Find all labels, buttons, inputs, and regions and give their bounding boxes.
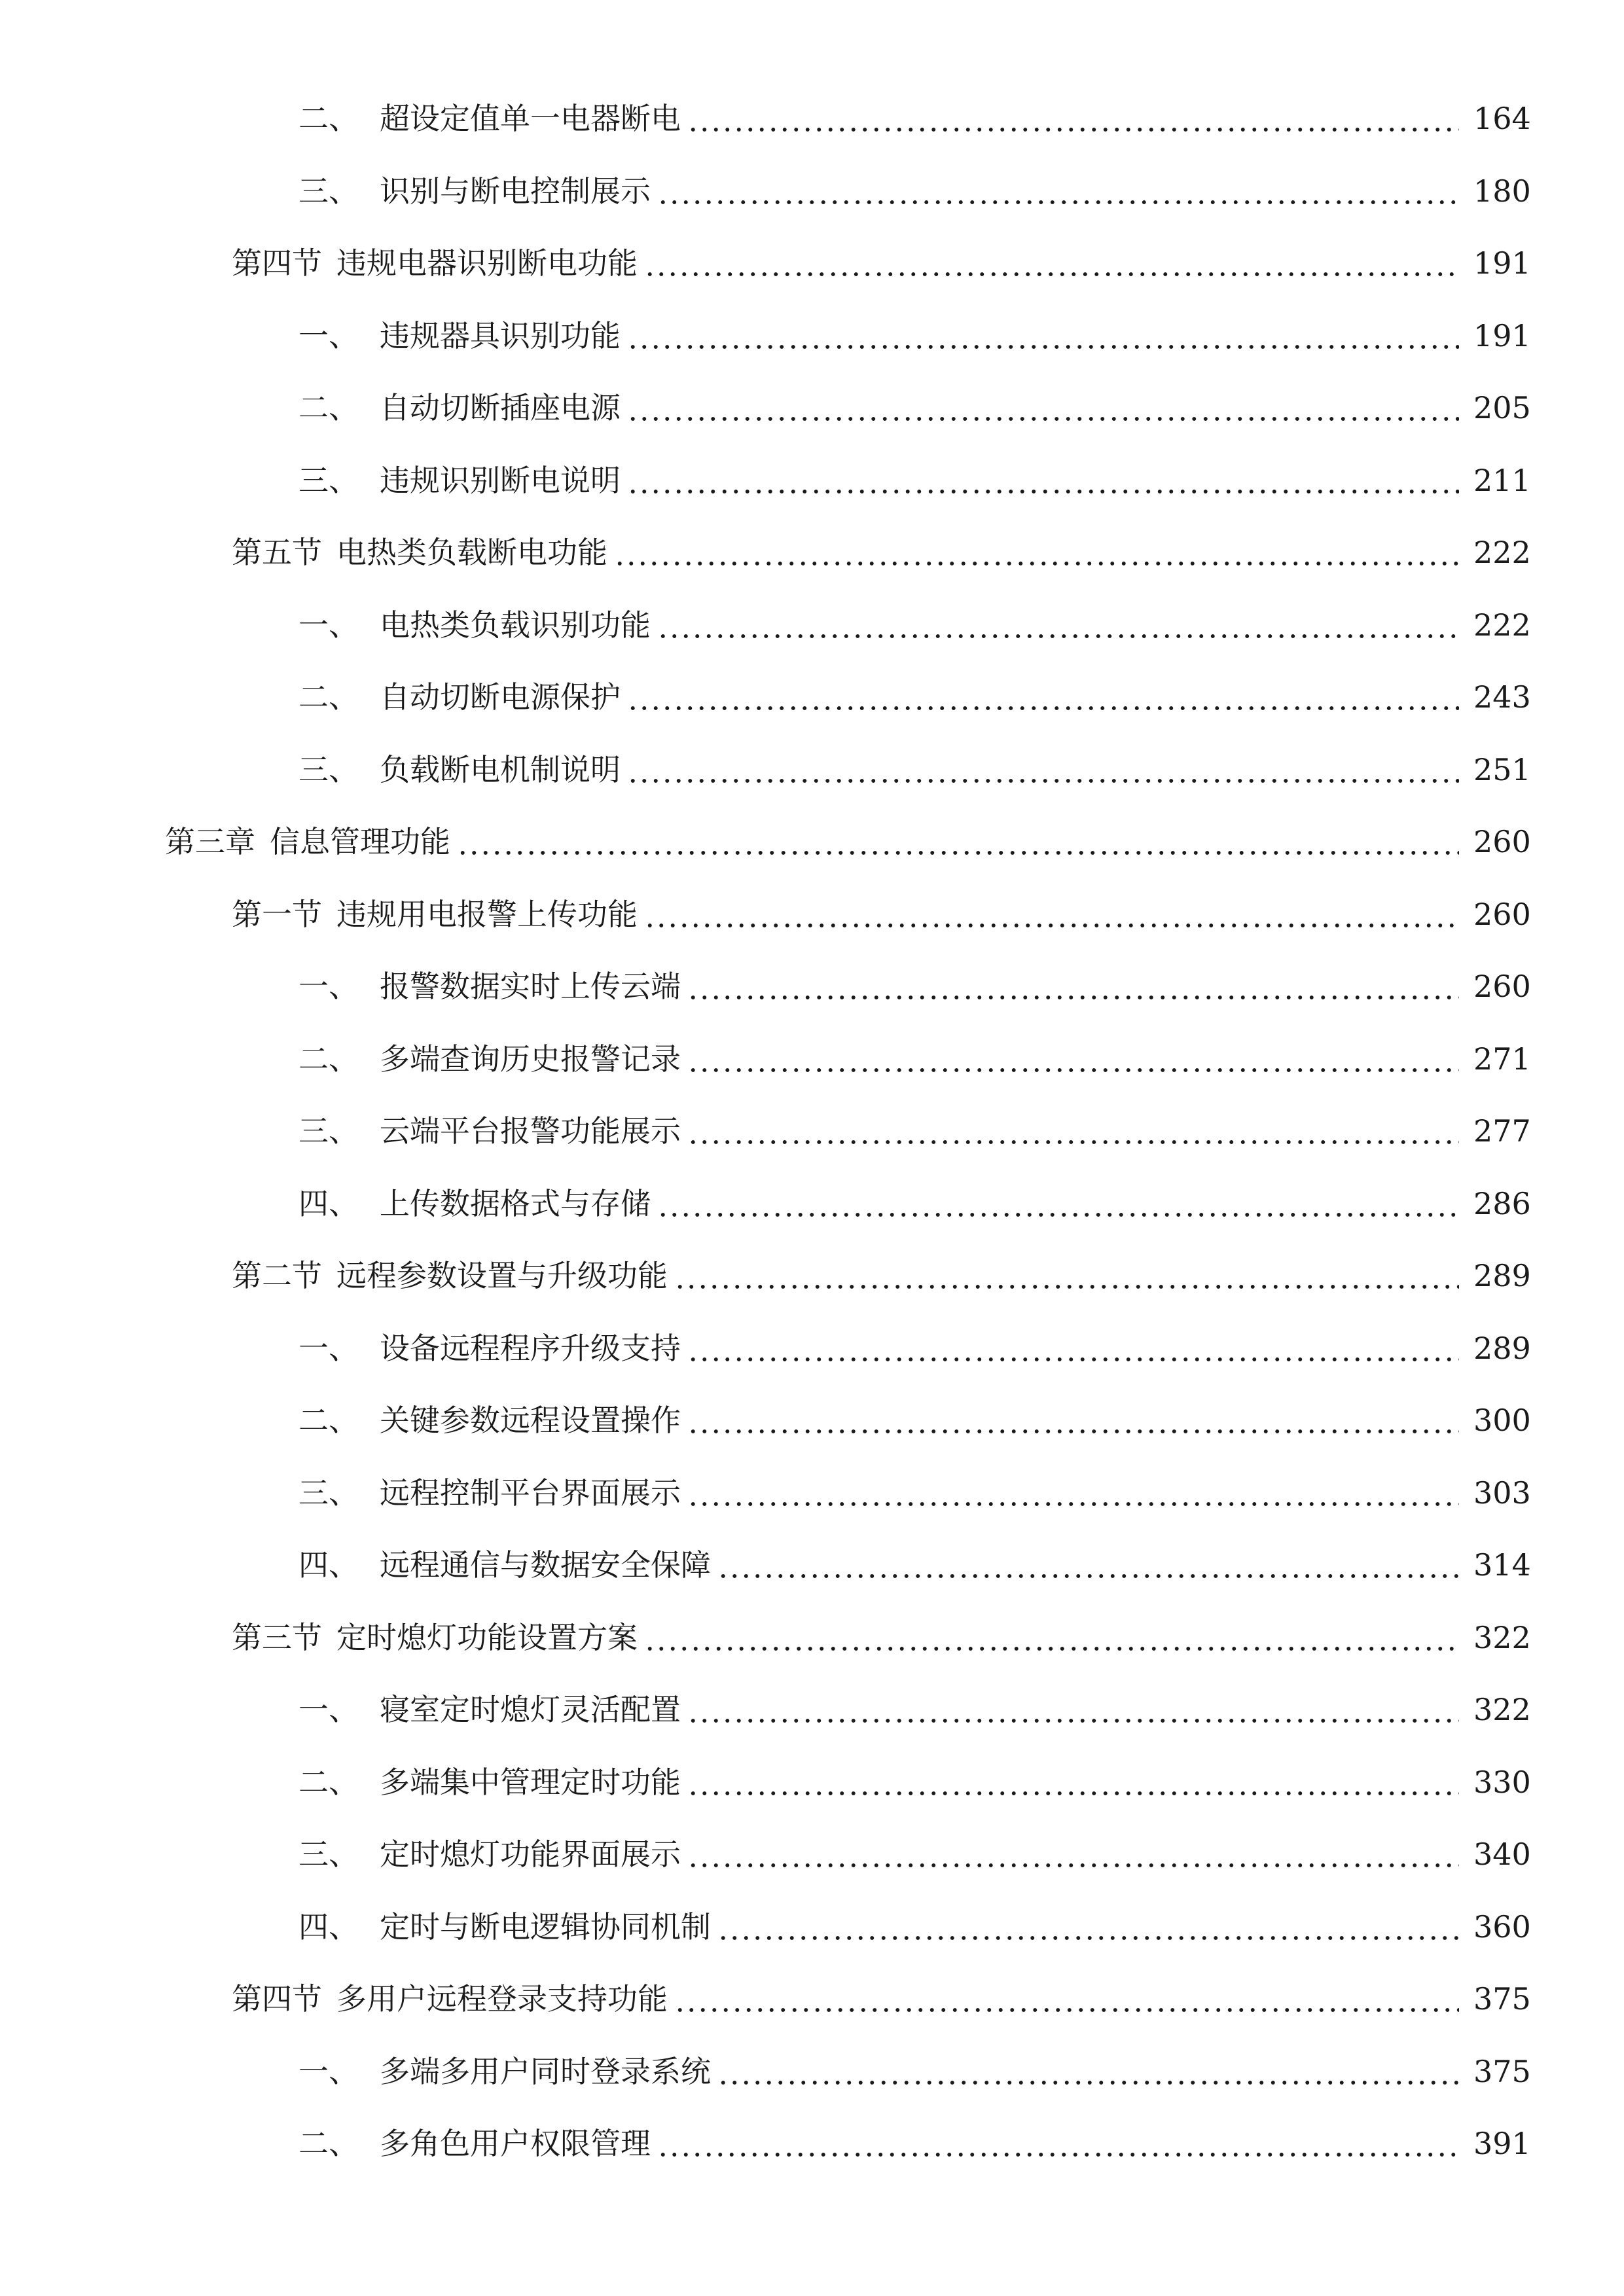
entry-number: 一、 [298,1330,359,1366]
dot-leader [627,321,1459,351]
entry-page-number: 289 [1473,1330,1531,1366]
dot-leader [687,1333,1459,1363]
toc-entry[interactable] [0,1095,1624,1168]
entry-number: 第四节 [232,1981,322,2017]
entry-title: 违规识别断电说明 [380,462,621,498]
entry-page-number: 375 [1473,2053,1531,2089]
entry-title: 报警数据实时上传云端 [380,969,681,1005]
entry-title: 多角色用户权限管理 [380,2126,651,2162]
toc-entry[interactable] [0,589,1624,662]
entry-page-number: 260 [1473,969,1531,1005]
dot-leader [657,1189,1459,1219]
entry-number: 二、 [298,390,359,426]
dot-leader [644,248,1459,278]
dot-leader [657,176,1459,206]
entry-title: 多端查询历史报警记录 [380,1041,681,1077]
dot-leader [687,971,1459,1001]
dot-leader [614,537,1459,567]
dot-leader [644,1623,1459,1653]
entry-title: 定时熄灯功能界面展示 [380,1837,681,1873]
dot-leader [627,465,1459,495]
toc-entry[interactable] [0,950,1624,1023]
entry-page-number: 191 [1473,245,1531,281]
entry-number: 一、 [298,2053,359,2089]
entry-number: 一、 [298,1692,359,1728]
entry-title: 上传数据格式与存储 [380,1185,651,1221]
table-of-contents [0,82,1624,2180]
dot-leader [627,393,1459,423]
entry-title: 违规电器识别断电功能 [336,245,638,281]
dot-leader [687,1695,1459,1725]
dot-leader [687,1044,1459,1074]
dot-leader [657,610,1459,640]
entry-page-number: 222 [1473,607,1531,643]
toc-entry[interactable] [0,516,1624,589]
toc-entry[interactable] [0,444,1624,517]
entry-page-number: 314 [1473,1547,1531,1583]
dot-leader [687,103,1459,134]
entry-page-number: 260 [1473,896,1531,932]
dot-leader [717,2056,1459,2087]
entry-number: 第五节 [232,535,322,571]
dot-leader [687,1405,1459,1435]
entry-number: 三、 [298,1837,359,1873]
dot-leader [457,827,1459,857]
entry-title: 识别与断电控制展示 [380,173,651,209]
entry-title: 超设定值单一电器断电 [380,101,681,137]
entry-page-number: 330 [1473,1764,1531,1800]
entry-page-number: 286 [1473,1185,1531,1221]
toc-entry[interactable] [0,372,1624,444]
entry-number: 三、 [298,462,359,498]
toc-entry[interactable] [0,1457,1624,1530]
dot-leader [687,1839,1459,1869]
entry-number: 二、 [298,1764,359,1800]
entry-page-number: 289 [1473,1258,1531,1294]
toc-entry[interactable] [0,2108,1624,2180]
entry-page-number: 164 [1473,101,1531,137]
entry-title: 负载断电机制说明 [380,751,621,787]
entry-page-number: 222 [1473,535,1531,571]
toc-entry[interactable] [0,1529,1624,1602]
entry-title: 多用户远程登录支持功能 [336,1981,668,2017]
entry-page-number: 205 [1473,390,1531,426]
entry-title: 自动切断插座电源 [380,390,621,426]
entry-page-number: 191 [1473,317,1531,353]
entry-number: 三、 [298,1475,359,1511]
entry-number: 第二节 [232,1258,322,1294]
entry-number: 三、 [298,751,359,787]
entry-title: 关键参数远程设置操作 [380,1403,681,1439]
toc-entry[interactable] [0,1240,1624,1312]
toc-entry[interactable] [0,227,1624,300]
toc-entry[interactable] [0,300,1624,372]
entry-page-number: 211 [1473,462,1531,498]
toc-entry[interactable] [0,1384,1624,1457]
toc-entry[interactable] [0,1963,1624,2036]
toc-entry[interactable] [0,1674,1624,1746]
toc-entry[interactable] [0,734,1624,806]
entry-title: 信息管理功能 [270,824,450,860]
entry-number: 第三章 [165,824,255,860]
dot-leader [717,1550,1459,1580]
entry-title: 设备远程程序升级支持 [380,1330,681,1366]
entry-number: 第一节 [232,896,322,932]
entry-page-number: 180 [1473,173,1531,209]
entry-title: 多端集中管理定时功能 [380,1764,681,1800]
entry-title: 违规用电报警上传功能 [336,896,638,932]
entry-page-number: 340 [1473,1837,1531,1873]
entry-title: 寝室定时熄灯灵活配置 [380,1692,681,1728]
entry-number: 四、 [298,1547,359,1583]
entry-number: 二、 [298,679,359,715]
entry-number: 二、 [298,2126,359,2162]
entry-number: 第三节 [232,1619,322,1655]
entry-page-number: 375 [1473,1981,1531,2017]
entry-number: 三、 [298,173,359,209]
entry-number: 一、 [298,969,359,1005]
entry-number: 三、 [298,1113,359,1149]
entry-page-number: 277 [1473,1113,1531,1149]
entry-page-number: 251 [1473,751,1531,787]
toc-entry[interactable] [0,82,1624,155]
dot-leader [644,899,1459,929]
toc-entry[interactable] [0,806,1624,878]
entry-page-number: 260 [1473,824,1531,860]
entry-page-number: 322 [1473,1619,1531,1655]
dot-leader [674,1984,1459,2014]
entry-page-number: 243 [1473,679,1531,715]
toc-entry[interactable] [0,1818,1624,1891]
entry-number: 一、 [298,317,359,353]
dot-leader [627,682,1459,712]
dot-leader [674,1261,1459,1291]
toc-entry[interactable] [0,878,1624,951]
toc-entry[interactable] [0,1891,1624,1964]
dot-leader [657,2128,1459,2159]
entry-page-number: 360 [1473,1909,1531,1945]
entry-number: 二、 [298,1403,359,1439]
entry-number: 一、 [298,607,359,643]
entry-number: 第四节 [232,245,322,281]
entry-page-number: 322 [1473,1692,1531,1728]
entry-title: 违规器具识别功能 [380,317,621,353]
dot-leader [687,1478,1459,1508]
entry-title: 远程通信与数据安全保障 [380,1547,711,1583]
entry-title: 自动切断电源保护 [380,679,621,715]
entry-title: 定时熄灯功能设置方案 [336,1619,638,1655]
dot-leader [687,1767,1459,1797]
toc-entry[interactable] [0,661,1624,734]
entry-page-number: 300 [1473,1403,1531,1439]
entry-title: 电热类负载断电功能 [336,535,607,571]
toc-entry[interactable] [0,1312,1624,1385]
entry-number: 二、 [298,1041,359,1077]
toc-entry[interactable] [0,1023,1624,1096]
entry-number: 四、 [298,1185,359,1221]
toc-entry[interactable] [0,155,1624,228]
entry-page-number: 303 [1473,1475,1531,1511]
dot-leader [627,755,1459,785]
entry-number: 二、 [298,101,359,137]
entry-page-number: 391 [1473,2126,1531,2162]
entry-title: 云端平台报警功能展示 [380,1113,681,1149]
toc-entry[interactable] [0,1746,1624,1819]
toc-entry[interactable] [0,1602,1624,1674]
entry-title: 多端多用户同时登录系统 [380,2053,711,2089]
entry-number: 四、 [298,1909,359,1945]
dot-leader [717,1912,1459,1942]
entry-page-number: 271 [1473,1041,1531,1077]
toc-entry[interactable] [0,2036,1624,2108]
entry-title: 远程控制平台界面展示 [380,1475,681,1511]
entry-title: 远程参数设置与升级功能 [336,1258,668,1294]
dot-leader [687,1116,1459,1146]
entry-title: 电热类负载识别功能 [380,607,651,643]
toc-entry[interactable] [0,1168,1624,1240]
entry-title: 定时与断电逻辑协同机制 [380,1909,711,1945]
